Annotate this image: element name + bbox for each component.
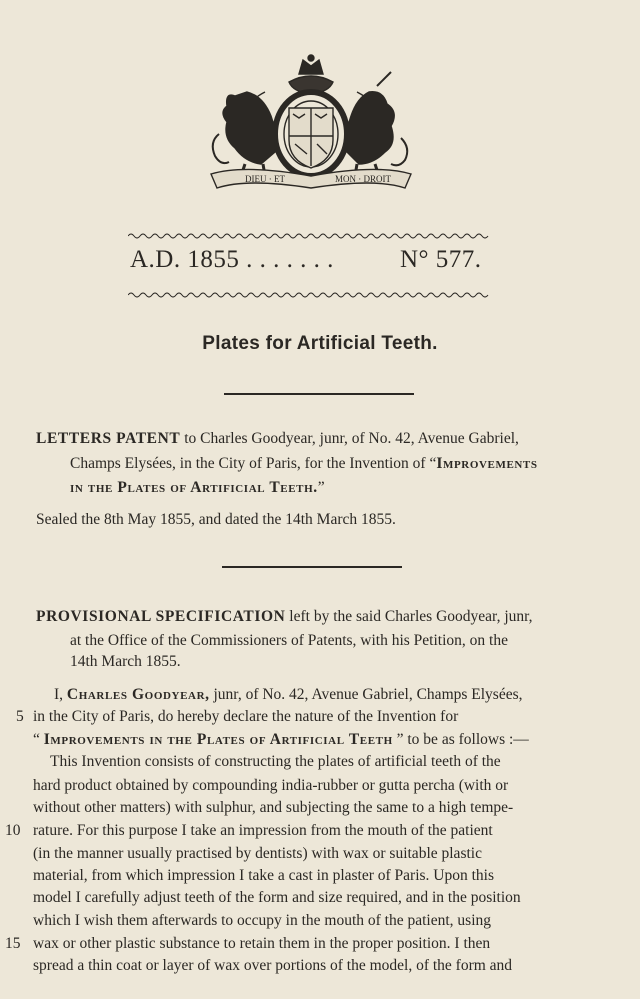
body-line-12: wax or other plastic substance to retain them in the proper position. I then (33, 935, 491, 952)
letters-patent-line-2: Champs Elysées, in the City of Paris, for the Invention of “Improvements (70, 455, 538, 472)
body-line-3: “ Improvements in the Plates of Artificial Teeth ” to be as follows :— (33, 731, 529, 748)
divider-1 (224, 393, 414, 395)
wavy-rule-top (128, 232, 493, 240)
body-line-2: in the City of Paris, do hereby declare the nature of the Invention for (33, 708, 459, 725)
ad-year: A.D. 1855 . . . . . . . (130, 246, 334, 273)
document-title: Plates for Artificial Teeth. (202, 333, 438, 354)
provisional-line-3: 14th March 1855. (70, 653, 181, 670)
line-number-15: 15 (5, 935, 21, 952)
provisional-line-2: at the Office of the Commissioners of Patents, with his Petition, on the (70, 632, 508, 649)
body-line-9: material, from which impression I take a cast in plaster of Paris. Upon this (33, 867, 495, 884)
body-line-5: hard product obtained by compounding india-rubber or gutta percha (with or (33, 777, 509, 794)
line-number-5: 5 (16, 708, 24, 725)
motto-left: DIEU · ET (245, 174, 285, 184)
body-line-6: without other matters) with sulphur, and subjecting the same to a high tempe- (33, 799, 514, 816)
divider-2 (222, 566, 402, 568)
wavy-rule-bottom (128, 291, 493, 299)
motto-right: MON · DROIT (335, 174, 391, 184)
royal-coat-of-arms-icon (205, 52, 417, 192)
sealed-line: Sealed the 8th May 1855, and dated the 14th March 1855. (36, 511, 396, 528)
provisional-line-1: PROVISIONAL SPECIFICATION left by the said Charles Goodyear, junr, (36, 608, 533, 625)
letters-patent-heading: LETTERS PATENT (36, 430, 181, 447)
body-line-13: spread a thin coat or layer of wax over portions of the model, of the form and (33, 957, 513, 974)
provisional-heading: PROVISIONAL SPECIFICATION (36, 608, 286, 625)
patent-heading (130, 246, 510, 274)
letters-patent-line-1: LETTERS PATENT to Charles Goodyear, junr, of No. 42, Avenue Gabriel, (36, 430, 519, 447)
body-line-7: rature. For this purpose I take an impression from the mouth of the patient (33, 822, 493, 839)
body-line-11: which I wish them afterwards to occupy in the mouth of the patient, using (33, 912, 492, 929)
body-line-4: This Invention consists of constructing the plates of artificial teeth of the (50, 753, 501, 770)
patent-number: N° 577. (400, 246, 482, 273)
body-line-1: I, Charles Goodyear, junr, of No. 42, Avenue Gabriel, Champs Elysées, (54, 686, 523, 703)
body-line-10: model I carefully adjust teeth of the form and size required, and in the position (33, 889, 521, 906)
letters-patent-line-3: in the Plates of Artificial Teeth.” (70, 479, 325, 496)
body-line-8: (in the manner usually practised by dentists) with wax or suitable plastic (33, 845, 482, 862)
line-number-10: 10 (5, 822, 21, 839)
